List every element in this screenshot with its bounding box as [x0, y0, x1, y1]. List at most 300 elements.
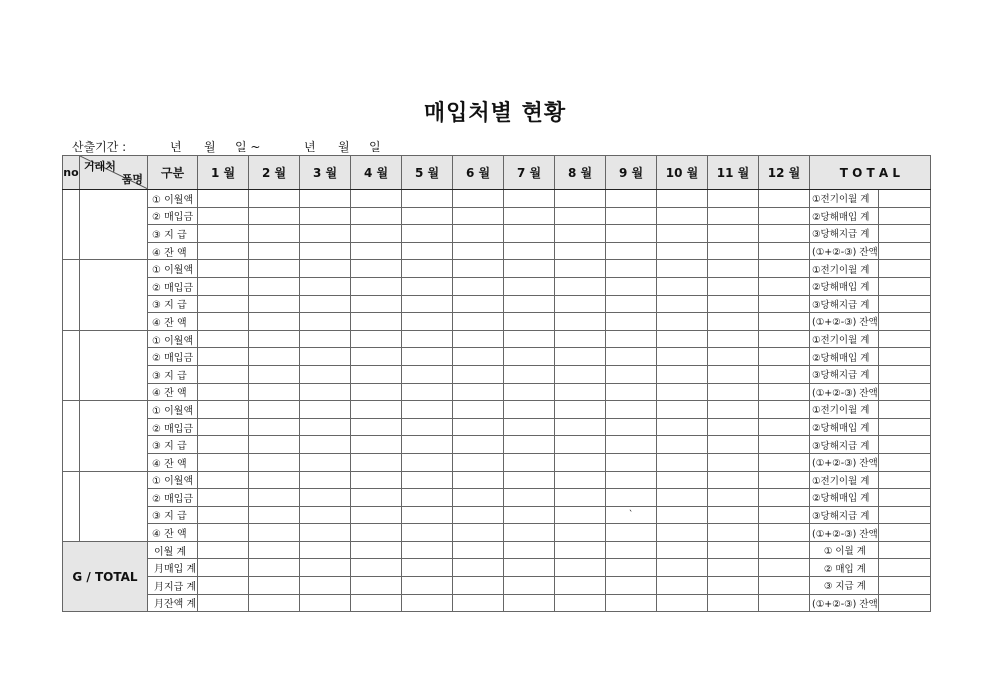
month-value-cell[interactable] — [708, 489, 759, 507]
month-value-cell[interactable] — [657, 365, 708, 383]
month-value-cell[interactable] — [555, 506, 606, 524]
month-value-cell[interactable] — [198, 295, 249, 313]
month-value-cell[interactable] — [249, 190, 300, 208]
total-value-cell[interactable] — [878, 313, 930, 331]
month-value-cell[interactable] — [402, 295, 453, 313]
month-value-cell[interactable] — [606, 190, 657, 208]
month-value-cell[interactable] — [708, 313, 759, 331]
month-value-cell[interactable] — [300, 401, 351, 419]
month-value-cell[interactable] — [249, 577, 300, 595]
month-value-cell[interactable] — [402, 471, 453, 489]
month-value-cell[interactable] — [504, 453, 555, 471]
month-value-cell[interactable] — [606, 260, 657, 278]
month-value-cell[interactable] — [198, 524, 249, 542]
month-value-cell[interactable] — [453, 295, 504, 313]
month-value-cell[interactable] — [249, 401, 300, 419]
month-value-cell[interactable] — [198, 365, 249, 383]
month-value-cell[interactable] — [402, 577, 453, 595]
month-value-cell[interactable] — [759, 225, 810, 243]
month-value-cell[interactable] — [402, 225, 453, 243]
month-value-cell[interactable] — [351, 541, 402, 559]
month-value-cell[interactable] — [657, 277, 708, 295]
month-value-cell[interactable] — [453, 506, 504, 524]
month-value-cell[interactable] — [249, 260, 300, 278]
month-value-cell[interactable] — [351, 559, 402, 577]
month-value-cell[interactable] — [708, 383, 759, 401]
month-value-cell[interactable] — [351, 313, 402, 331]
month-value-cell[interactable] — [249, 330, 300, 348]
month-value-cell[interactable] — [504, 489, 555, 507]
month-value-cell[interactable] — [555, 577, 606, 595]
month-value-cell[interactable] — [198, 225, 249, 243]
month-value-cell[interactable] — [708, 348, 759, 366]
month-value-cell[interactable] — [555, 277, 606, 295]
month-value-cell[interactable] — [198, 506, 249, 524]
month-value-cell[interactable] — [555, 471, 606, 489]
no-cell[interactable] — [63, 190, 80, 260]
month-value-cell[interactable] — [402, 260, 453, 278]
month-value-cell[interactable] — [759, 207, 810, 225]
month-value-cell[interactable] — [402, 436, 453, 454]
month-value-cell[interactable] — [708, 260, 759, 278]
month-value-cell[interactable] — [657, 225, 708, 243]
month-value-cell[interactable] — [504, 577, 555, 595]
month-value-cell[interactable] — [504, 418, 555, 436]
month-value-cell[interactable] — [759, 242, 810, 260]
month-value-cell[interactable] — [555, 242, 606, 260]
month-value-cell[interactable] — [759, 559, 810, 577]
month-value-cell[interactable] — [198, 190, 249, 208]
no-cell[interactable] — [63, 260, 80, 330]
month-value-cell[interactable] — [555, 401, 606, 419]
month-value-cell[interactable] — [759, 330, 810, 348]
month-value-cell[interactable] — [555, 436, 606, 454]
month-value-cell[interactable] — [249, 277, 300, 295]
month-value-cell[interactable] — [759, 277, 810, 295]
month-value-cell[interactable] — [555, 348, 606, 366]
month-value-cell[interactable] — [657, 330, 708, 348]
month-value-cell[interactable] — [657, 207, 708, 225]
month-value-cell[interactable] — [351, 401, 402, 419]
month-value-cell[interactable] — [402, 242, 453, 260]
month-value-cell[interactable] — [504, 313, 555, 331]
month-value-cell[interactable] — [708, 330, 759, 348]
month-value-cell[interactable] — [555, 190, 606, 208]
month-value-cell[interactable] — [657, 577, 708, 595]
month-value-cell[interactable] — [657, 242, 708, 260]
month-value-cell[interactable] — [708, 524, 759, 542]
month-value-cell[interactable] — [249, 295, 300, 313]
month-value-cell[interactable] — [249, 313, 300, 331]
month-value-cell[interactable] — [555, 330, 606, 348]
month-value-cell[interactable] — [708, 541, 759, 559]
month-value-cell[interactable] — [198, 313, 249, 331]
month-value-cell[interactable] — [300, 295, 351, 313]
month-value-cell[interactable] — [606, 489, 657, 507]
month-value-cell[interactable] — [351, 577, 402, 595]
month-value-cell[interactable] — [402, 190, 453, 208]
total-value-cell[interactable] — [878, 401, 930, 419]
month-value-cell[interactable] — [504, 295, 555, 313]
month-value-cell[interactable] — [198, 471, 249, 489]
month-value-cell[interactable] — [606, 207, 657, 225]
month-value-cell[interactable] — [198, 348, 249, 366]
month-value-cell[interactable] — [351, 436, 402, 454]
month-value-cell[interactable] — [606, 313, 657, 331]
month-value-cell[interactable] — [606, 277, 657, 295]
month-value-cell[interactable] — [555, 383, 606, 401]
month-value-cell[interactable] — [606, 365, 657, 383]
gtotal-value-cell[interactable] — [878, 577, 930, 595]
month-value-cell[interactable] — [708, 594, 759, 612]
month-value-cell[interactable] — [402, 541, 453, 559]
month-value-cell[interactable] — [249, 242, 300, 260]
month-value-cell[interactable] — [708, 225, 759, 243]
month-value-cell[interactable] — [606, 401, 657, 419]
total-value-cell[interactable] — [878, 260, 930, 278]
month-value-cell[interactable] — [759, 295, 810, 313]
month-value-cell[interactable] — [657, 436, 708, 454]
month-value-cell[interactable] — [402, 313, 453, 331]
no-cell[interactable] — [63, 401, 80, 471]
month-value-cell[interactable] — [453, 524, 504, 542]
month-value-cell[interactable] — [504, 541, 555, 559]
month-value-cell[interactable] — [351, 242, 402, 260]
month-value-cell[interactable] — [198, 541, 249, 559]
month-value-cell[interactable] — [708, 401, 759, 419]
month-value-cell[interactable] — [453, 383, 504, 401]
month-value-cell[interactable] — [351, 489, 402, 507]
month-value-cell[interactable] — [198, 207, 249, 225]
month-value-cell[interactable] — [606, 471, 657, 489]
month-value-cell[interactable] — [351, 471, 402, 489]
month-value-cell[interactable] — [300, 559, 351, 577]
month-value-cell[interactable] — [708, 506, 759, 524]
month-value-cell[interactable] — [198, 453, 249, 471]
month-value-cell[interactable] — [657, 190, 708, 208]
month-value-cell[interactable] — [555, 313, 606, 331]
month-value-cell[interactable] — [657, 524, 708, 542]
month-value-cell[interactable] — [504, 260, 555, 278]
vendor-item-cell[interactable] — [80, 330, 148, 400]
month-value-cell[interactable] — [606, 506, 657, 524]
month-value-cell[interactable] — [351, 330, 402, 348]
month-value-cell[interactable] — [453, 559, 504, 577]
month-value-cell[interactable] — [300, 524, 351, 542]
total-value-cell[interactable] — [878, 190, 930, 208]
month-value-cell[interactable] — [249, 207, 300, 225]
month-value-cell[interactable] — [300, 541, 351, 559]
month-value-cell[interactable] — [657, 471, 708, 489]
month-value-cell[interactable] — [657, 260, 708, 278]
total-value-cell[interactable] — [878, 277, 930, 295]
month-value-cell[interactable] — [300, 190, 351, 208]
month-value-cell[interactable] — [708, 418, 759, 436]
month-value-cell[interactable] — [555, 418, 606, 436]
month-value-cell[interactable] — [453, 365, 504, 383]
month-value-cell[interactable] — [453, 471, 504, 489]
month-value-cell[interactable] — [402, 594, 453, 612]
month-value-cell[interactable] — [198, 559, 249, 577]
total-value-cell[interactable] — [878, 383, 930, 401]
month-value-cell[interactable] — [657, 506, 708, 524]
month-value-cell[interactable] — [708, 436, 759, 454]
month-value-cell[interactable] — [606, 577, 657, 595]
month-value-cell[interactable] — [504, 207, 555, 225]
total-value-cell[interactable] — [878, 471, 930, 489]
month-value-cell[interactable] — [402, 383, 453, 401]
month-value-cell[interactable] — [759, 524, 810, 542]
month-value-cell[interactable] — [606, 418, 657, 436]
month-value-cell[interactable] — [300, 260, 351, 278]
month-value-cell[interactable] — [351, 260, 402, 278]
month-value-cell[interactable] — [453, 541, 504, 559]
month-value-cell[interactable] — [657, 418, 708, 436]
month-value-cell[interactable] — [249, 365, 300, 383]
month-value-cell[interactable] — [759, 506, 810, 524]
month-value-cell[interactable] — [351, 295, 402, 313]
month-value-cell[interactable] — [198, 277, 249, 295]
month-value-cell[interactable] — [708, 207, 759, 225]
month-value-cell[interactable] — [402, 348, 453, 366]
month-value-cell[interactable] — [759, 313, 810, 331]
total-value-cell[interactable] — [878, 418, 930, 436]
month-value-cell[interactable] — [504, 471, 555, 489]
month-value-cell[interactable] — [759, 418, 810, 436]
month-value-cell[interactable] — [453, 277, 504, 295]
month-value-cell[interactable] — [504, 524, 555, 542]
month-value-cell[interactable] — [249, 524, 300, 542]
month-value-cell[interactable] — [555, 559, 606, 577]
month-value-cell[interactable] — [402, 330, 453, 348]
month-value-cell[interactable] — [708, 295, 759, 313]
month-value-cell[interactable] — [759, 348, 810, 366]
no-cell[interactable] — [63, 471, 80, 541]
month-value-cell[interactable] — [453, 190, 504, 208]
month-value-cell[interactable] — [504, 401, 555, 419]
month-value-cell[interactable] — [249, 436, 300, 454]
month-value-cell[interactable] — [198, 418, 249, 436]
month-value-cell[interactable] — [708, 577, 759, 595]
month-value-cell[interactable] — [759, 436, 810, 454]
month-value-cell[interactable] — [198, 594, 249, 612]
month-value-cell[interactable] — [249, 453, 300, 471]
month-value-cell[interactable] — [606, 242, 657, 260]
month-value-cell[interactable] — [300, 506, 351, 524]
month-value-cell[interactable] — [504, 225, 555, 243]
month-value-cell[interactable] — [504, 242, 555, 260]
month-value-cell[interactable] — [351, 506, 402, 524]
month-value-cell[interactable] — [300, 577, 351, 595]
month-value-cell[interactable] — [504, 190, 555, 208]
month-value-cell[interactable] — [402, 365, 453, 383]
month-value-cell[interactable] — [300, 471, 351, 489]
month-value-cell[interactable] — [555, 207, 606, 225]
month-value-cell[interactable] — [198, 330, 249, 348]
total-value-cell[interactable] — [878, 225, 930, 243]
month-value-cell[interactable] — [351, 277, 402, 295]
month-value-cell[interactable] — [657, 594, 708, 612]
month-value-cell[interactable] — [300, 313, 351, 331]
vendor-item-cell[interactable] — [80, 471, 148, 541]
month-value-cell[interactable] — [453, 453, 504, 471]
gtotal-value-cell[interactable] — [878, 541, 930, 559]
month-value-cell[interactable] — [402, 277, 453, 295]
month-value-cell[interactable] — [402, 401, 453, 419]
month-value-cell[interactable] — [351, 225, 402, 243]
month-value-cell[interactable] — [759, 594, 810, 612]
month-value-cell[interactable] — [504, 506, 555, 524]
month-value-cell[interactable] — [300, 242, 351, 260]
month-value-cell[interactable] — [657, 489, 708, 507]
month-value-cell[interactable] — [300, 207, 351, 225]
month-value-cell[interactable] — [198, 242, 249, 260]
month-value-cell[interactable] — [555, 489, 606, 507]
month-value-cell[interactable] — [555, 453, 606, 471]
month-value-cell[interactable] — [198, 260, 249, 278]
month-value-cell[interactable] — [453, 242, 504, 260]
month-value-cell[interactable] — [249, 559, 300, 577]
month-value-cell[interactable] — [657, 383, 708, 401]
month-value-cell[interactable] — [198, 383, 249, 401]
month-value-cell[interactable] — [606, 436, 657, 454]
month-value-cell[interactable] — [300, 330, 351, 348]
month-value-cell[interactable] — [300, 383, 351, 401]
total-value-cell[interactable] — [878, 295, 930, 313]
month-value-cell[interactable] — [759, 401, 810, 419]
month-value-cell[interactable] — [555, 295, 606, 313]
month-value-cell[interactable] — [708, 471, 759, 489]
total-value-cell[interactable] — [878, 489, 930, 507]
month-value-cell[interactable] — [657, 348, 708, 366]
month-value-cell[interactable] — [657, 559, 708, 577]
month-value-cell[interactable] — [708, 190, 759, 208]
month-value-cell[interactable] — [708, 365, 759, 383]
month-value-cell[interactable] — [351, 190, 402, 208]
month-value-cell[interactable] — [249, 489, 300, 507]
month-value-cell[interactable] — [453, 401, 504, 419]
month-value-cell[interactable] — [606, 330, 657, 348]
month-value-cell[interactable] — [249, 471, 300, 489]
month-value-cell[interactable] — [453, 577, 504, 595]
month-value-cell[interactable] — [657, 313, 708, 331]
total-value-cell[interactable] — [878, 348, 930, 366]
month-value-cell[interactable] — [453, 225, 504, 243]
month-value-cell[interactable] — [453, 436, 504, 454]
month-value-cell[interactable] — [300, 453, 351, 471]
month-value-cell[interactable] — [606, 594, 657, 612]
month-value-cell[interactable] — [708, 559, 759, 577]
month-value-cell[interactable] — [300, 489, 351, 507]
month-value-cell[interactable] — [657, 401, 708, 419]
gtotal-value-cell[interactable] — [878, 594, 930, 612]
month-value-cell[interactable] — [504, 365, 555, 383]
month-value-cell[interactable] — [759, 471, 810, 489]
month-value-cell[interactable] — [759, 365, 810, 383]
month-value-cell[interactable] — [759, 577, 810, 595]
month-value-cell[interactable] — [657, 295, 708, 313]
month-value-cell[interactable] — [198, 401, 249, 419]
month-value-cell[interactable] — [351, 348, 402, 366]
month-value-cell[interactable] — [708, 453, 759, 471]
month-value-cell[interactable] — [504, 348, 555, 366]
month-value-cell[interactable] — [300, 348, 351, 366]
month-value-cell[interactable] — [759, 541, 810, 559]
month-value-cell[interactable] — [402, 453, 453, 471]
month-value-cell[interactable] — [555, 594, 606, 612]
month-value-cell[interactable] — [555, 260, 606, 278]
total-value-cell[interactable] — [878, 330, 930, 348]
total-value-cell[interactable] — [878, 524, 930, 542]
total-value-cell[interactable] — [878, 242, 930, 260]
month-value-cell[interactable] — [504, 383, 555, 401]
month-value-cell[interactable] — [759, 489, 810, 507]
month-value-cell[interactable] — [249, 594, 300, 612]
month-value-cell[interactable] — [198, 436, 249, 454]
month-value-cell[interactable] — [402, 559, 453, 577]
month-value-cell[interactable] — [606, 383, 657, 401]
month-value-cell[interactable] — [351, 365, 402, 383]
total-value-cell[interactable] — [878, 207, 930, 225]
month-value-cell[interactable] — [606, 225, 657, 243]
total-value-cell[interactable] — [878, 436, 930, 454]
month-value-cell[interactable] — [249, 541, 300, 559]
month-value-cell[interactable] — [606, 295, 657, 313]
month-value-cell[interactable] — [606, 348, 657, 366]
month-value-cell[interactable] — [504, 277, 555, 295]
month-value-cell[interactable] — [504, 330, 555, 348]
month-value-cell[interactable] — [555, 365, 606, 383]
month-value-cell[interactable] — [453, 418, 504, 436]
month-value-cell[interactable] — [249, 418, 300, 436]
month-value-cell[interactable] — [300, 418, 351, 436]
month-value-cell[interactable] — [504, 594, 555, 612]
vendor-item-cell[interactable] — [80, 190, 148, 260]
month-value-cell[interactable] — [300, 594, 351, 612]
month-value-cell[interactable] — [555, 541, 606, 559]
month-value-cell[interactable] — [657, 541, 708, 559]
month-value-cell[interactable] — [453, 260, 504, 278]
month-value-cell[interactable] — [759, 190, 810, 208]
month-value-cell[interactable] — [606, 559, 657, 577]
month-value-cell[interactable] — [198, 489, 249, 507]
month-value-cell[interactable] — [351, 383, 402, 401]
month-value-cell[interactable] — [453, 330, 504, 348]
month-value-cell[interactable] — [555, 524, 606, 542]
month-value-cell[interactable] — [759, 260, 810, 278]
total-value-cell[interactable] — [878, 506, 930, 524]
month-value-cell[interactable] — [249, 506, 300, 524]
month-value-cell[interactable] — [759, 453, 810, 471]
month-value-cell[interactable] — [300, 365, 351, 383]
month-value-cell[interactable] — [198, 577, 249, 595]
month-value-cell[interactable] — [504, 559, 555, 577]
month-value-cell[interactable] — [300, 277, 351, 295]
gtotal-value-cell[interactable] — [878, 559, 930, 577]
month-value-cell[interactable] — [708, 242, 759, 260]
month-value-cell[interactable] — [453, 348, 504, 366]
month-value-cell[interactable] — [606, 541, 657, 559]
month-value-cell[interactable] — [351, 453, 402, 471]
month-value-cell[interactable] — [351, 524, 402, 542]
vendor-item-cell[interactable] — [80, 401, 148, 471]
month-value-cell[interactable] — [555, 225, 606, 243]
month-value-cell[interactable] — [453, 489, 504, 507]
month-value-cell[interactable] — [351, 594, 402, 612]
month-value-cell[interactable] — [606, 524, 657, 542]
month-value-cell[interactable] — [504, 436, 555, 454]
month-value-cell[interactable] — [249, 225, 300, 243]
